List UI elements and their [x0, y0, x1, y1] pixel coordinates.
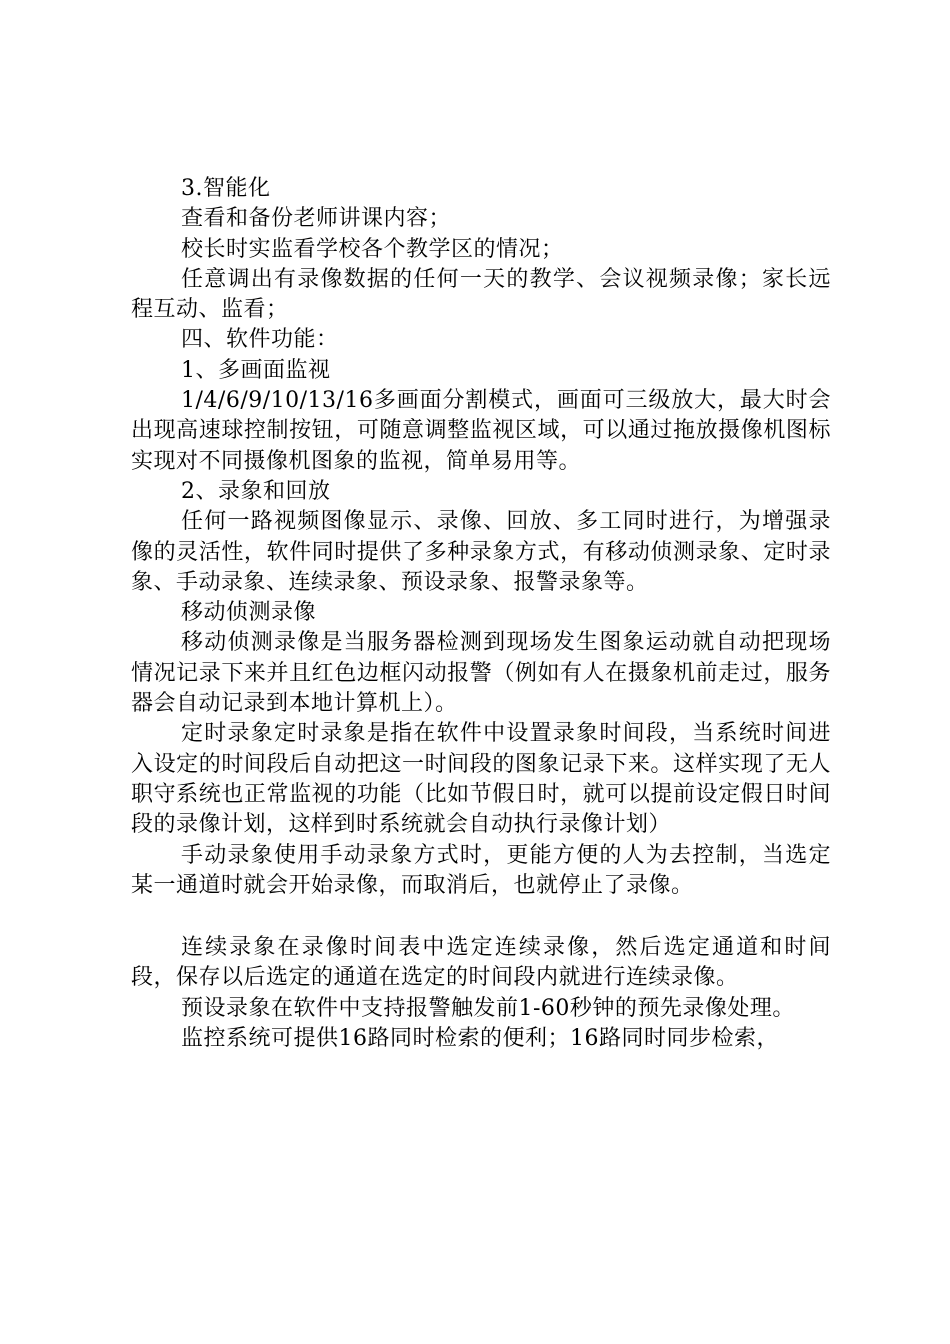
- paragraph: 定时录象定时录象是指在软件中设置录象时间段，当系统时间进入设定的时间段后自动把这一时间段的图象记录下来。这样实现了无人职守系统也正常监视的功能（比如节假日时，就可以提前设定假日时间段的录像计划，这样到时系统就会自动执行录像计划）: [131, 721, 831, 838]
- paragraph: 预设录象在软件中支持报警触发前1-60秒钟的预先录像处理。: [181, 995, 795, 1021]
- paragraph: 手动录象使用手动录象方式时，更能方便的人为去控制，当选定某一通道时就会开始录像，而取消后，也就停止了录像。: [131, 842, 831, 898]
- subheading-multi-screen-monitoring: 1、多画面监视: [181, 357, 331, 383]
- paragraph: 监控系统可提供16路同时检索的便利；16路同时同步检索，: [181, 1026, 779, 1052]
- paragraph: 1/4/6/9/10/13/16多画面分割模式，画面可三级放大，最大时会出现高速球控制按钮，可随意调整监视区域，可以通过拖放摄像机图标实现对不同摄像机图象的监视，简单易用等。: [131, 388, 831, 474]
- section-heading-software-functions: 四、软件功能：: [181, 327, 339, 353]
- paragraph: 任意调出有录像数据的任何一天的教学、会议视频录像；家长远程互动、监看；: [131, 266, 831, 323]
- subheading-recording-playback: 2、录象和回放: [181, 478, 331, 504]
- subheading-motion-detection: 移动侦测录像: [181, 600, 317, 626]
- blank-line: [131, 901, 831, 933]
- paragraph: 连续录象在录像时间表中选定连续录像，然后选定通道和时间段，保存以后选定的通道在选定的时间段内就进行连续录像。: [131, 935, 831, 991]
- section-heading-intelligence: 3.智能化: [181, 176, 271, 201]
- paragraph: 查看和备份老师讲课内容；: [181, 206, 452, 232]
- paragraph: 移动侦测录像是当服务器检测到现场发生图象运动就自动把现场情况记录下来并且红色边框闪动报警（例如有人在摄象机前走过，服务器会自动记录到本地计算机上）。: [131, 630, 831, 717]
- paragraph: 任何一路视频图像显示、录像、回放、多工同时进行，为增强录像的灵活性，软件同时提供了多种录象方式，有移动侦测录象、定时录象、手动录象、连续录象、预设录象、报警录象等。: [131, 509, 831, 595]
- document-body: [131, 174, 831, 1054]
- paragraph: 校长时实监看学校各个教学区的情况；: [181, 236, 564, 262]
